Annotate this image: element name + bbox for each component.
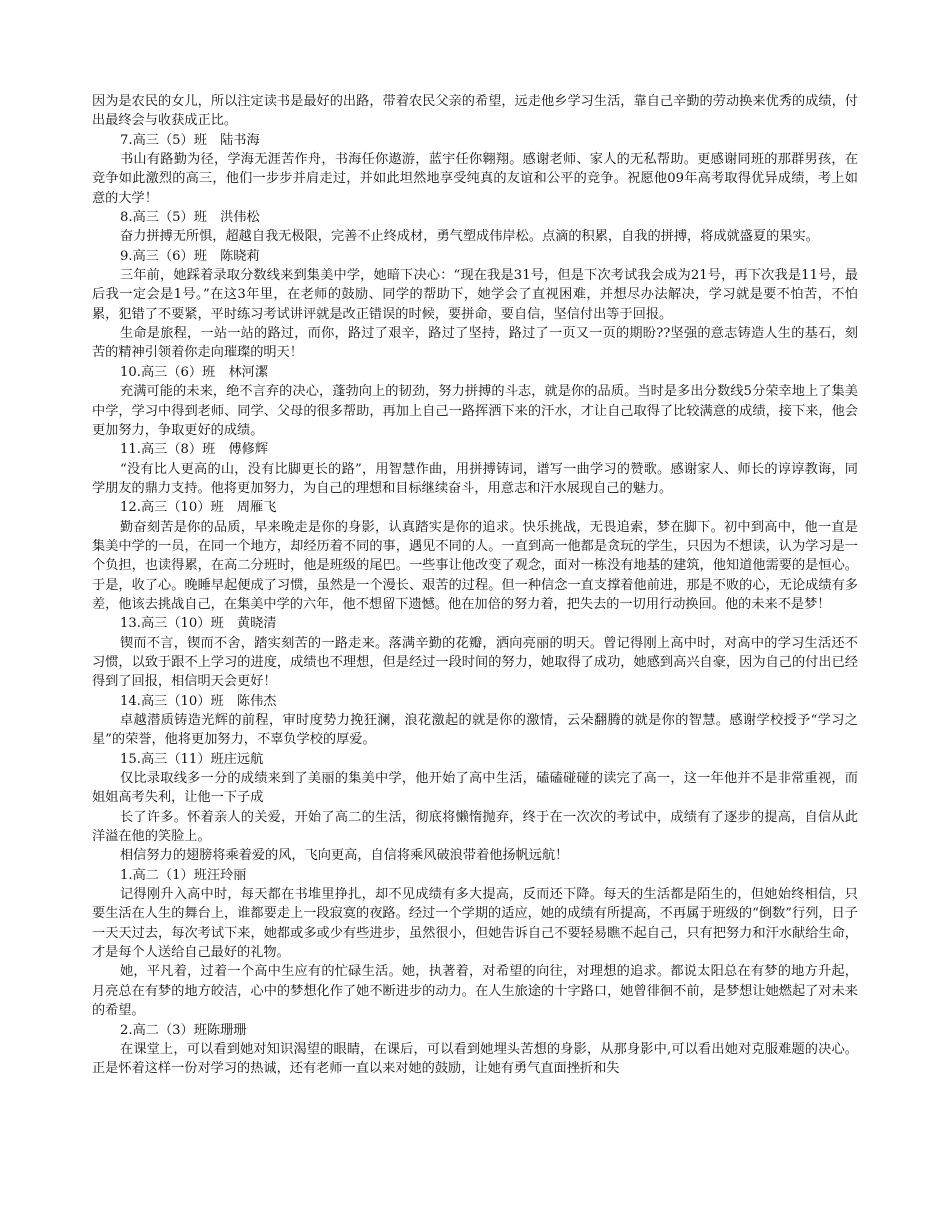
body-paragraph: 仅比录取线多一分的成绩来到了美丽的集美中学，他开始了高中生活，磕磕碰碰的读完了高一，这一年他并不是非常重视，而姐姐高考失利，让他一下子成 — [92, 771, 858, 806]
body-paragraph: 因为是农民的女儿，所以注定读书是最好的出路，带着农民父亲的希望，远走他乡学习生活，靠自己辛勤的劳动换来优秀的成绩，付出最终会与收获成正比。 — [92, 94, 858, 129]
section-heading: 14.高三（10）班 陈伟杰 — [120, 693, 277, 709]
section-heading: 15.高三（11）班庄远航 — [120, 751, 264, 767]
section-heading: 8.高三（5）班 洪伟松 — [120, 210, 260, 226]
body-paragraph: 奋力拼搏无所惧，超越自我无极限，完善不止终成材，勇气塑成伟岸松。点滴的积累，自我的拼搏，将成就盛夏的果实。 — [120, 229, 819, 245]
body-paragraph: 三年前，她踩着录取分数线来到集美中学，她暗下决心：“现在我是31号，但是下次考试我会成为21号，再下次我是11号，最后我一定会是1号。”在这3年里，在老师的鼓励、同学的帮助下，她学会了直视困难，并想尽办法解决，学习就是要不怕苦，不怕累，犯错了不要紧，平时练习考试讲评就是改正错误的时候，要拼命，要自信，坚信付出等于回报。 — [92, 268, 858, 322]
body-paragraph: 长了许多。怀着亲人的关爱，开始了高二的生活，彻底将懒惰抛弃，终于在一次次的考试中，成绩有了逐步的提高，自信从此洋溢在他的笑脸上。 — [92, 809, 858, 845]
body-paragraph: 勤奋刻苦是你的品质，早来晚走是你的身影，认真踏实是你的追求。快乐挑战，无畏追索，梦在脚下。初中到高中，他一直是集美中学的一员，在同一个地方，却经历着不同的事，遇见不同的人。一直到高一他都是贪玩的学生，只因为不想读，认为学习是一个负担，也读得累，在高二分班时，他是班级的尾巴。一些事让他改变了观念，面对一栋没有地基的建筑，他知道他需要的是恒心。于是，收了心。晚睡早起便成了习惯，虽然是一个漫长、艰苦的过程。但一种信念一直支撑着他前进，那是不败的心，无论成绩有多差，他该去挑战自己，在集美中学的六年，他不想留下遗憾。他在加倍的努力着，把失去的一切用行动换回。他的未来不是梦！ — [92, 519, 858, 612]
body-paragraph: 她，平凡着，过着一个高中生应有的忙碌生活。她，执著着，对希望的向往，对理想的追求。都说太阳总在有梦的地方升起，月亮总在有梦的地方皎洁，心中的梦想化作了她不断进步的动力。在人生旅途的十字路口，她曾徘徊不前，是梦想让她燃起了对未来的希望。 — [92, 964, 858, 1019]
section-heading: 10.高三（6）班 林河潔 — [120, 364, 269, 380]
body-paragraph: 相信努力的翅膀将乘着爱的风，飞向更高，自信将乘风破浪带着他扬帆远航！ — [120, 848, 569, 864]
section-heading: 7.高三（5）班 陆书海 — [120, 132, 260, 148]
section-heading: 13.高三（10）班 黄晓清 — [120, 616, 277, 632]
section-heading: 1.高二（1）班汪玲丽 — [120, 867, 247, 883]
body-paragraph: “没有比人更高的山，没有比脚更长的路”，用智慧作曲，用拼搏铸词，谱写一曲学习的赞歌。感谢家人、师长的谆谆教诲，同学朋友的鼎力支持。他将更加努力，为自己的理想和目标继续奋斗，用意志和汗水展现自己的魅力。 — [92, 461, 858, 496]
body-paragraph: 记得刚升入高中时，每天都在书堆里挣扎，却不见成绩有多大提高，反而还下降。每天的生活都是陌生的，但她始终相信，只要生活在人生的舞台上，谁都要走上一段寂寞的夜路。经过一个学期的适应，她的成绩有所提高，不再属于班级的“倒数”行列，日子一天天过去，每次考试下来，她都或多或少有些进步，虽然很小，但她告诉自己不要轻易瞧不起自己，只有把努力和汗水献给生命，才是每个人送给自己最好的礼物。 — [92, 887, 858, 961]
body-paragraph: 卓越潜质铸造光辉的前程，审时度势力挽狂澜，浪花激起的就是你的激情，云朵翻腾的就是你的智慧。感谢学校授予“学习之星”的荣誉，他将更加努力，不辜负学校的厚爱。 — [92, 713, 858, 748]
section-heading: 9.高三（6）班 陈晓莉 — [120, 248, 260, 264]
body-paragraph: 书山有路勤为径，学海无涯苦作舟，书海任你遨游，蓝宇任你翱翔。感谢老师、家人的无私帮助。更感谢同班的那群男孩，在竞争如此激烈的高三，他们一步步并肩走过，并如此坦然地享受纯真的友谊和公平的竞争。祝愿他09年高考取得优异成绩，考上如意的大学！ — [92, 152, 858, 206]
section-heading: 2.高二（3）班陈珊珊 — [120, 1022, 247, 1038]
section-heading: 11.高三（8）班 傅修辉 — [120, 442, 269, 458]
body-paragraph: 锲而不言，锲而不舍，踏实刻苦的一路走来。落满辛勤的花瓣，洒向亮丽的明天。曾记得刚上高中时，对高中的学习生活还不习惯，以致于跟不上学习的进度，成绩也不理想，但是经过一段时间的努力，她取得了成功，她感到高兴自豪，因为自己的付出已经得到了回报，相信明天会更好！ — [92, 635, 858, 690]
document-body — [92, 92, 858, 1079]
body-paragraph: 生命是旅程，一站一站的路过，而你，路过了艰辛，路过了坚持，路过了一页又一页的期盼??坚强的意志铸造人生的基石，刻苦的精神引领着你走向璀璨的明天！ — [92, 326, 858, 361]
body-paragraph: 在课堂上，可以看到她对知识渴望的眼睛，在课后，可以看到她埋头苦想的身影，从那身影中,可以看出她对克服难题的决心。正是怀着这样一份对学习的热诚，还有老师一直以来对她的鼓励，让她有勇气直面挫折和失 — [92, 1041, 858, 1077]
body-paragraph: 充满可能的未来，绝不言弃的决心，蓬勃向上的韧劲，努力拼搏的斗志，就是你的品质。当时是多出分数线5分荣幸地上了集美中学，学习中得到老师、同学、父母的很多帮助，再加上自己一路挥洒下来的汗水，才让自己取得了比较满意的成绩，接下来，他会更加努力，争取更好的成绩。 — [92, 384, 858, 438]
section-heading: 12.高三（10）班 周雁飞 — [120, 500, 277, 516]
